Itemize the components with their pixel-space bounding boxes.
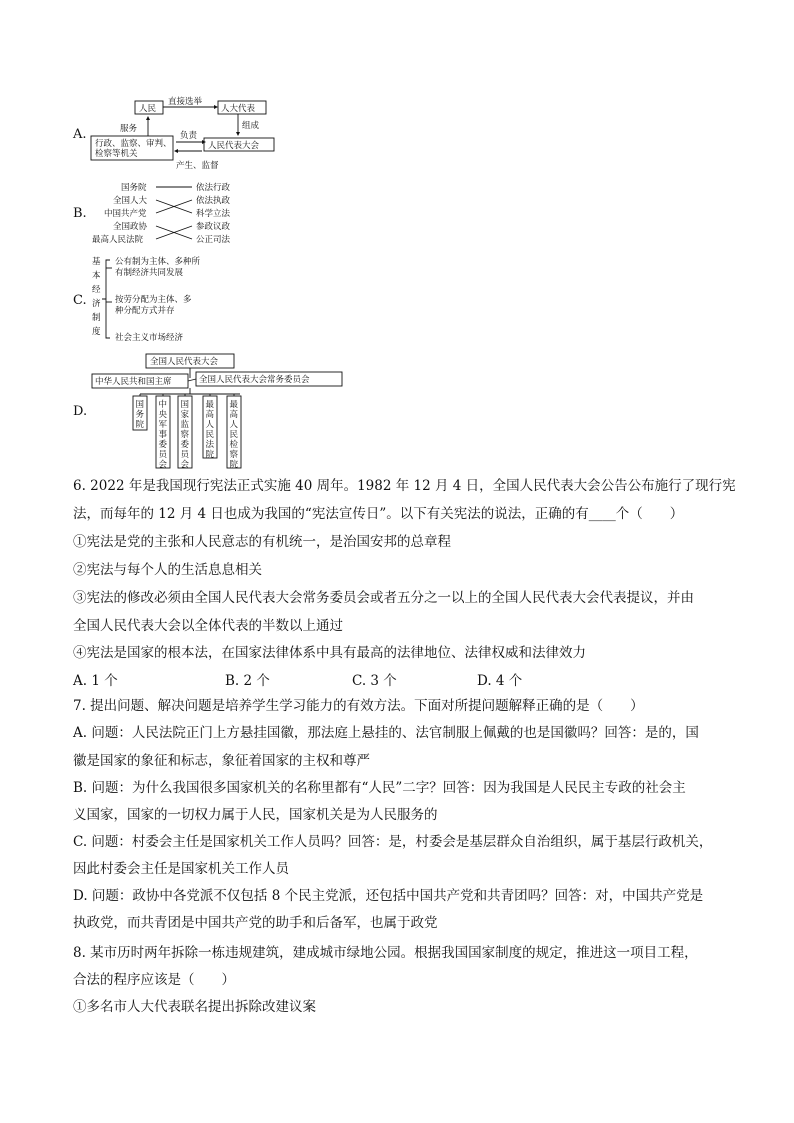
d-organ0-0: 国 bbox=[135, 400, 145, 410]
c-vlabel-0: 基 bbox=[92, 257, 101, 267]
c-item1-line2: 有制经济共同发展 bbox=[115, 268, 184, 278]
q6-line2: 法，而每年的 12 月 4 日也成为我国的“宪法宣传日”。以下有关宪法的说法，正确的有____个（ ） bbox=[73, 506, 684, 522]
c-item2-line2: 种分配方式并存 bbox=[115, 306, 175, 316]
c-item3: 社会主义市场经济 bbox=[115, 333, 184, 343]
b-left-3: 全国政协 bbox=[113, 222, 148, 232]
d-organ3-1: 高 bbox=[205, 410, 215, 420]
c-vlabel-4: 制 bbox=[92, 313, 101, 323]
c-item1-line1: 公有制为主体、多种所 bbox=[115, 257, 201, 267]
q7-option-d-line1[interactable]: D. 问题：政协中各党派不仅包括 8 个民主党派，还包括中国共产党和共青团吗？回答：对，中国共产党是 bbox=[73, 888, 704, 904]
q6-statement1: ①宪法是党的主张和人民意志的有机统一，是治国安邦的总章程 bbox=[73, 534, 451, 550]
b-right-4: 公正司法 bbox=[196, 235, 231, 245]
q7-option-a-line1[interactable]: A. 问题：人民法院正门上方悬挂国徽，那法庭上悬挂的、法官制服上佩戴的也是国徽吗？回答：是的，国 bbox=[73, 725, 699, 741]
q7-option-c-line1[interactable]: C. 问题：村委会主任是国家机关工作人员吗？回答：是，村委会是基层群众自治组织，属于基层行政机关， bbox=[73, 834, 713, 850]
option-c-letter: C. bbox=[73, 293, 87, 308]
d-organ0-1: 务 bbox=[135, 410, 145, 420]
d-organ4-1: 高 bbox=[229, 410, 239, 420]
q8-line2: 合法的程序应该是（ ） bbox=[73, 972, 235, 988]
c-vlabel-1: 本 bbox=[92, 271, 101, 281]
q7-option-d-line2: 执政党，而共青团是中国共产党的助手和后备军，也属于政党 bbox=[73, 915, 438, 931]
d-organ2-4: 委 bbox=[180, 440, 190, 450]
b-left-1: 全国人大 bbox=[113, 196, 148, 206]
d-organ4-0: 最 bbox=[229, 400, 239, 410]
d-organ2-1: 家 bbox=[180, 410, 190, 420]
b-right-1: 依法执政 bbox=[196, 196, 231, 206]
d-organ1-3: 事 bbox=[158, 430, 168, 440]
d-organ3-5: 院 bbox=[205, 450, 215, 460]
d-organ1-0: 中 bbox=[158, 400, 168, 410]
d-organ3-0: 最 bbox=[205, 400, 215, 410]
q6-choice-d[interactable]: D. 4 个 bbox=[477, 673, 523, 689]
q8-statement1: ①多名市人大代表联名提出拆除改建议案 bbox=[73, 999, 316, 1015]
a-compose: 组成 bbox=[242, 121, 260, 131]
option-c-diagram bbox=[88, 252, 228, 348]
a-responsible: 负责 bbox=[180, 131, 198, 141]
d-organ1-6: 会 bbox=[158, 460, 168, 470]
a-congress: 人民代表大会 bbox=[208, 141, 260, 151]
d-organ0-2: 院 bbox=[135, 420, 145, 430]
option-b-letter: B. bbox=[73, 206, 87, 221]
q6-statement4: ④宪法是国家的根本法，在国家法律体系中具有最高的法律地位、法律权威和法律效力 bbox=[73, 645, 586, 661]
d-organ4-2: 人 bbox=[229, 420, 239, 430]
d-president: 中华人民共和国主席 bbox=[95, 377, 172, 387]
d-organ1-2: 军 bbox=[158, 420, 168, 430]
a-serve: 服务 bbox=[120, 124, 138, 134]
b-right-2: 科学立法 bbox=[196, 209, 231, 219]
c-item2-line1: 按劳分配为主体、多 bbox=[115, 295, 192, 305]
d-organ2-5: 员 bbox=[180, 450, 190, 460]
q7-option-a-line2: 徽是国家的象征和标志，象征着国家的主权和尊严 bbox=[73, 753, 370, 769]
option-a-letter: A. bbox=[73, 127, 87, 142]
a-produce-supervise: 产生、监督 bbox=[176, 161, 219, 171]
d-organ4-3: 民 bbox=[229, 430, 239, 440]
d-organ1-4: 委 bbox=[158, 440, 168, 450]
b-right-3: 参政议政 bbox=[196, 222, 231, 232]
d-top: 全国人民代表大会 bbox=[150, 357, 219, 367]
d-organ4-4: 检 bbox=[229, 440, 239, 450]
d-standing-committee: 全国人民代表大会常务委员会 bbox=[199, 375, 310, 385]
q7-stem: 7. 提出问题、解决问题是培养学生学习能力的有效方法。下面对所提问题解释正确的是（ ） bbox=[73, 698, 644, 714]
d-organ2-3: 察 bbox=[180, 430, 190, 440]
q6-statement3b: 全国人民代表大会以全体代表的半数以上通过 bbox=[73, 618, 343, 634]
a-people: 人民 bbox=[139, 104, 157, 114]
c-vlabel-2: 经 bbox=[92, 285, 101, 295]
q7-option-b-line2: 义国家，国家的一切权力属于人民，国家机关是为人民服务的 bbox=[73, 807, 438, 823]
d-organ1-5: 员 bbox=[158, 450, 168, 460]
option-a-diagram bbox=[88, 96, 288, 176]
d-organ3-3: 民 bbox=[205, 430, 215, 440]
option-d-diagram bbox=[88, 350, 348, 470]
a-organs-line1: 行政、监察、审判、 bbox=[95, 139, 172, 149]
q7-option-c-line2: 因此村委会主任是国家机关工作人员 bbox=[73, 861, 289, 877]
option-d-letter: D. bbox=[73, 404, 88, 419]
a-direct-election: 直接选举 bbox=[168, 97, 203, 107]
b-left-4: 最高人民法院 bbox=[92, 235, 144, 245]
option-b-diagram bbox=[88, 180, 258, 250]
d-organ2-6: 会 bbox=[180, 460, 190, 470]
c-vlabel-3: 济 bbox=[92, 299, 101, 309]
d-organ3-4: 法 bbox=[205, 440, 215, 450]
q6-statement2: ②宪法与每个人的生活息息相关 bbox=[73, 562, 262, 578]
d-organ1-1: 央 bbox=[158, 410, 168, 420]
q6-choice-a[interactable]: A. 1 个 bbox=[73, 673, 118, 689]
d-organ3-2: 人 bbox=[205, 420, 215, 430]
q6-line1: 6. 2022 年是我国现行宪法正式实施 40 周年。1982 年 12 月 4 日，全国人民代表大会公告公布施行了现行宪 bbox=[73, 478, 736, 494]
b-left-0: 国务院 bbox=[121, 183, 147, 193]
q6-choice-b[interactable]: B. 2 个 bbox=[225, 673, 270, 689]
d-organ2-0: 国 bbox=[180, 400, 190, 410]
a-npc-deputies: 人大代表 bbox=[221, 104, 256, 114]
a-organs-line2: 检察等机关 bbox=[95, 149, 138, 159]
d-organ4-5: 察 bbox=[229, 450, 239, 460]
q7-option-b-line1[interactable]: B. 问题：为什么我国很多国家机关的名称里都有“人民”二字？回答：因为我国是人民民主专政的社会主 bbox=[73, 780, 686, 796]
d-organ4-6: 院 bbox=[229, 460, 239, 470]
q8-line1: 8. 某市历时两年拆除一栋违规建筑，建成城市绿地公园。根据我国国家制度的规定，推进这一项目工程， bbox=[73, 945, 698, 961]
d-organ2-2: 监 bbox=[180, 420, 190, 430]
c-vlabel-5: 度 bbox=[92, 327, 101, 337]
b-left-2: 中国共产党 bbox=[104, 209, 147, 219]
b-right-0: 依法行政 bbox=[196, 183, 231, 193]
q6-choice-c[interactable]: C. 3 个 bbox=[352, 673, 397, 689]
q6-statement3a: ③宪法的修改必须由全国人民代表大会常务委员会或者五分之一以上的全国人民代表大会代表提议，并由 bbox=[73, 590, 694, 606]
